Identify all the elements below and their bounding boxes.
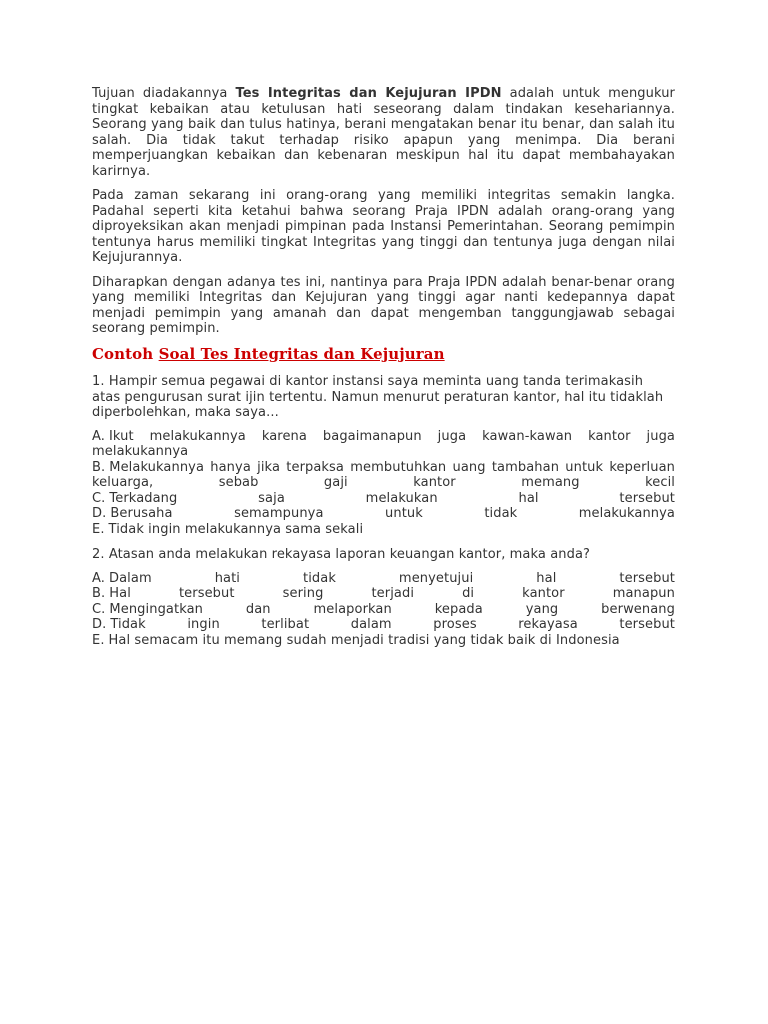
option-q1-b <box>92 460 675 491</box>
option-label: B. <box>92 459 106 475</box>
intro-p1-bold: Tes Integritas dan Kejujuran IPDN <box>235 86 502 101</box>
option-text: Hal semacam itu memang sudah menjadi tradisi yang tidak baik di Indonesia <box>108 632 620 648</box>
document-page <box>92 86 675 658</box>
option-q1-c <box>92 491 675 507</box>
section-heading <box>92 344 675 363</box>
question-2-text: 2. Atasan anda melakukan rekayasa laporan keuangan kantor, maka anda? <box>92 547 591 562</box>
option-label: B. <box>92 586 106 601</box>
option-label: A. <box>92 570 105 586</box>
heading-prefix: Contoh <box>92 344 159 363</box>
option-label: E. <box>92 521 105 537</box>
option-text: Berusaha semampunya untuk tidak melakukannya <box>110 506 675 521</box>
intro-p1-pre: Tujuan diadakannya <box>92 86 236 101</box>
option-text: Tidak ingin melakukannya sama sekali <box>108 521 364 537</box>
option-text: Terkadang saja melakukan hal tersebut <box>109 490 675 506</box>
option-text: Ikut melakukannya karena bagaimanapun juga kawan-kawan kantor juga melakukannya <box>92 428 675 459</box>
option-q2-d <box>92 617 675 633</box>
question-1-options <box>92 429 675 538</box>
option-text: Dalam hati tidak menyetujui hal tersebut <box>109 570 675 586</box>
option-q2-b <box>92 586 675 602</box>
option-label: D. <box>92 617 107 632</box>
option-text: Tidak ingin terlibat dalam proses rekayasa tersebut <box>110 617 675 632</box>
option-q2-c <box>92 602 675 618</box>
option-q1-a <box>92 429 675 460</box>
intro-paragraph-2: Pada zaman sekarang ini orang-orang yang memiliki integritas semakin langka. Padahal seperti kita ketahui bahwa seorang Praja IPDN adalah orang-orang yang diproyeksikan akan menjadi pimpinan pada Instansi Pemerintahan. Seorang pemimpin tentunya harus memiliki tingkat Integritas yang tinggi dan tentunya juga dengan nilai Kejujurannya. <box>92 188 675 265</box>
option-text: Mengingatkan dan melaporkan kepada yang berwenang <box>109 601 675 617</box>
option-text: Hal tersebut sering terjadi di kantor manapun <box>109 586 675 601</box>
question-2-options <box>92 571 675 649</box>
heading-link[interactable]: Soal Tes Integritas dan Kejujuran <box>158 344 445 363</box>
option-q1-e <box>92 522 675 538</box>
option-text: Melakukannya hanya jika terpaksa membutuhkan uang tambahan untuk keperluan keluarga, sebab gaji kantor memang kecil <box>92 459 675 490</box>
option-q2-e <box>92 633 675 649</box>
option-label: D. <box>92 506 107 521</box>
option-label: C. <box>92 490 106 506</box>
intro-paragraph-3: Diharapkan dengan adanya tes ini, nantinya para Praja IPDN adalah benar-benar orang yang memiliki Integritas dan Kejujuran yang tinggi agar nanti kedepannya dapat menjadi pemimpin yang amanah dan dapat mengemban tanggungjawab sebagai seorang pemimpin. <box>92 274 675 336</box>
option-label: E. <box>92 632 105 648</box>
option-label: A. <box>92 428 105 444</box>
option-q1-d <box>92 506 675 522</box>
question-1-text: 1. Hampir semua pegawai di kantor instansi saya meminta uang tanda terimakasih atas pengurusan surat ijin tertentu. Namun menurut peraturan kantor, hal itu tidaklah diperbolehkan, maka saya... <box>92 374 664 420</box>
option-q2-a <box>92 571 675 587</box>
option-label: C. <box>92 601 106 617</box>
intro-paragraph-1 <box>92 86 675 179</box>
intro-p1-post: adalah untuk mengukur tingkat kebaikan atau ketulusan hati seseorang dalam tindakan kesehariannya. Seorang yang baik dan tulus hatinya, berani mengatakan benar itu benar, dan salah itu salah. Dia tidak takut terhadap risiko apapun yang menimpa. Dia berani memperjuangkan kebaikan dan kebenaran meskipun hal itu dapat membahayakan karirnya. <box>92 86 676 179</box>
